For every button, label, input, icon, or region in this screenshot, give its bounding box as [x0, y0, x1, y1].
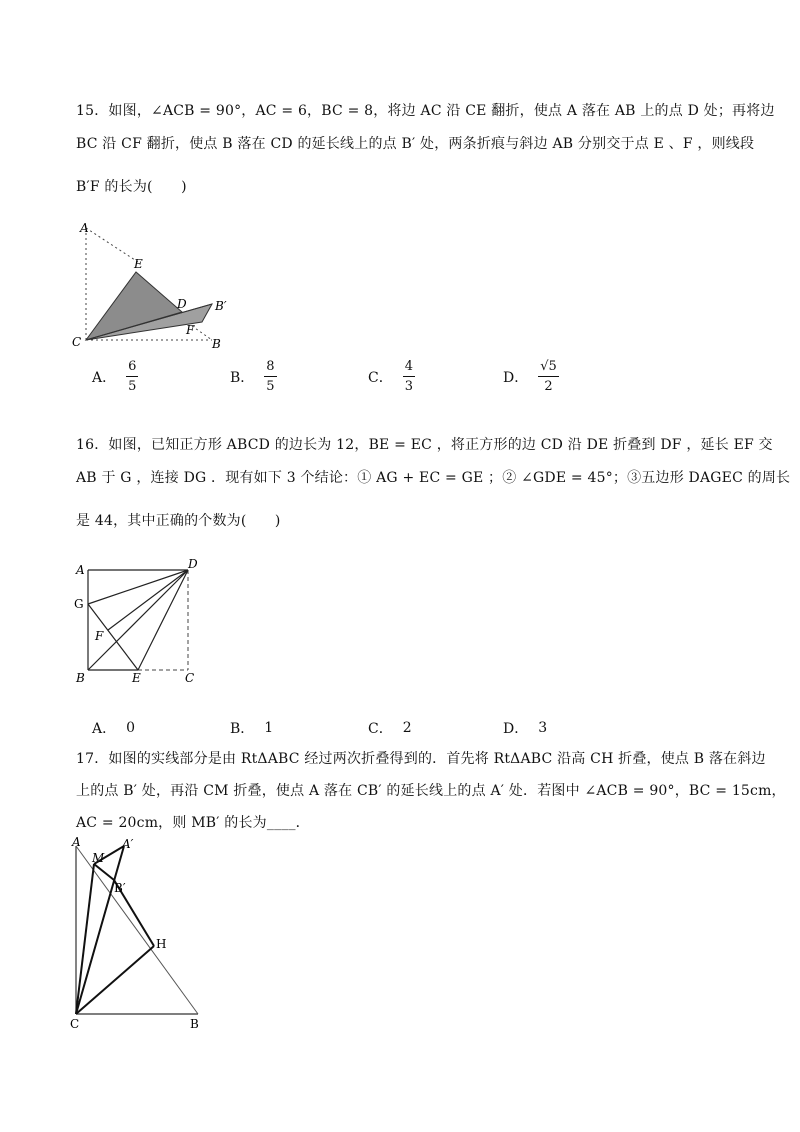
- q16-option-a[interactable]: [92, 718, 135, 738]
- q15-text-line-3: B′F 的长为( ): [76, 179, 187, 195]
- q15-option-d[interactable]: [503, 360, 559, 393]
- option-letter: B．: [230, 721, 255, 737]
- q16-option-b[interactable]: [230, 718, 273, 738]
- q16-text-line-1: 16．如图，已知正方形 ABCD 的边长为 12，BE = EC ，将正方形的边 CD 沿 DE 折叠到 DF ，延长 EF 交: [76, 437, 773, 453]
- q17-label-b: B: [190, 1017, 199, 1031]
- q15-label-c: C: [72, 335, 82, 349]
- option-fraction: $\frac{√5}{2}$: [540, 359, 557, 394]
- q17-text-line-2: 上的点 B′ 处，再沿 CM 折叠，使点 A 落在 CB′ 的延长线上的点 A′ 处．若图中 ∠ACB = 90°，BC = 15cm，: [76, 783, 786, 799]
- q15-label-f: F: [186, 323, 195, 337]
- q17-label-aprime: A′: [122, 837, 134, 851]
- q15-option-c[interactable]: [368, 360, 415, 393]
- q17-text-line-1: 17．如图的实线部分是由 RtΔABC 经过两次折叠得到的．首先将 RtΔABC 沿高 CH 折叠，使点 B 落在斜边: [76, 751, 766, 767]
- option-fraction: $\frac{4}{3}$: [404, 359, 413, 394]
- q15-option-b[interactable]: [230, 360, 277, 393]
- option-value: 0: [126, 720, 136, 736]
- q16-label-d: D: [188, 557, 198, 571]
- q15-label-a: A: [80, 221, 89, 235]
- option-fraction: $\frac{8}{5}$: [266, 359, 275, 394]
- q16-option-d[interactable]: [503, 718, 547, 738]
- option-value: 1: [264, 720, 274, 736]
- option-letter: D．: [503, 721, 529, 737]
- q15-option-a[interactable]: [92, 360, 138, 393]
- q17-text-line-3: AC = 20cm，则 MB′ 的长为____．: [76, 815, 310, 831]
- q15-figure: [62, 216, 242, 356]
- option-value: 3: [538, 720, 548, 736]
- q17-label-a: A: [72, 836, 81, 849]
- q16-label-e: E: [132, 671, 141, 685]
- option-letter: D．: [503, 369, 529, 386]
- q16-label-f: F: [95, 629, 104, 643]
- option-letter: C．: [368, 369, 393, 386]
- option-letter: A．: [92, 721, 117, 737]
- q15-label-bprime: B′: [215, 299, 227, 313]
- option-fraction: $\frac{6}{5}$: [128, 359, 137, 394]
- q16-option-c[interactable]: [368, 718, 412, 738]
- q17-label-bprime: B′: [114, 881, 126, 895]
- q16-figure: [70, 556, 220, 690]
- q15-label-b: B: [212, 337, 221, 351]
- q15-text-line-1: 15．如图，∠ACB = 90°，AC = 6，BC = 8，将边 AC 沿 CE 翻折，使点 A 落在 AB 上的点 D 处；再将边: [76, 103, 775, 119]
- q15-text-line-2: BC 沿 CF 翻折，使点 B 落在 CD 的延长线上的点 B′ 处，两条折痕与斜边 AB 分别交于点 E 、F ，则线段: [76, 136, 755, 152]
- q16-label-c: C: [185, 671, 195, 685]
- q17-label-h: H: [156, 937, 167, 951]
- q15-label-e: E: [134, 257, 143, 271]
- option-letter: A．: [92, 369, 117, 386]
- q17-label-m: M: [92, 851, 105, 865]
- option-letter: C．: [368, 721, 393, 737]
- q16-text-line-2: AB 于 G ，连接 DG ．现有如下 3 个结论：① AG + EC = GE ；② ∠GDE = 45°；③五边形 DAGEC 的周长: [76, 470, 791, 486]
- q17-figure: [62, 836, 222, 1032]
- q17-label-c: C: [70, 1017, 80, 1031]
- q16-label-b: B: [76, 671, 85, 685]
- q15-label-d: D: [177, 297, 187, 311]
- q16-label-g: G: [74, 597, 84, 611]
- option-letter: B．: [230, 369, 255, 386]
- q16-text-line-3: 是 44，其中正确的个数为( ): [76, 513, 281, 529]
- option-value: 2: [402, 720, 412, 736]
- q16-label-a: A: [76, 563, 85, 577]
